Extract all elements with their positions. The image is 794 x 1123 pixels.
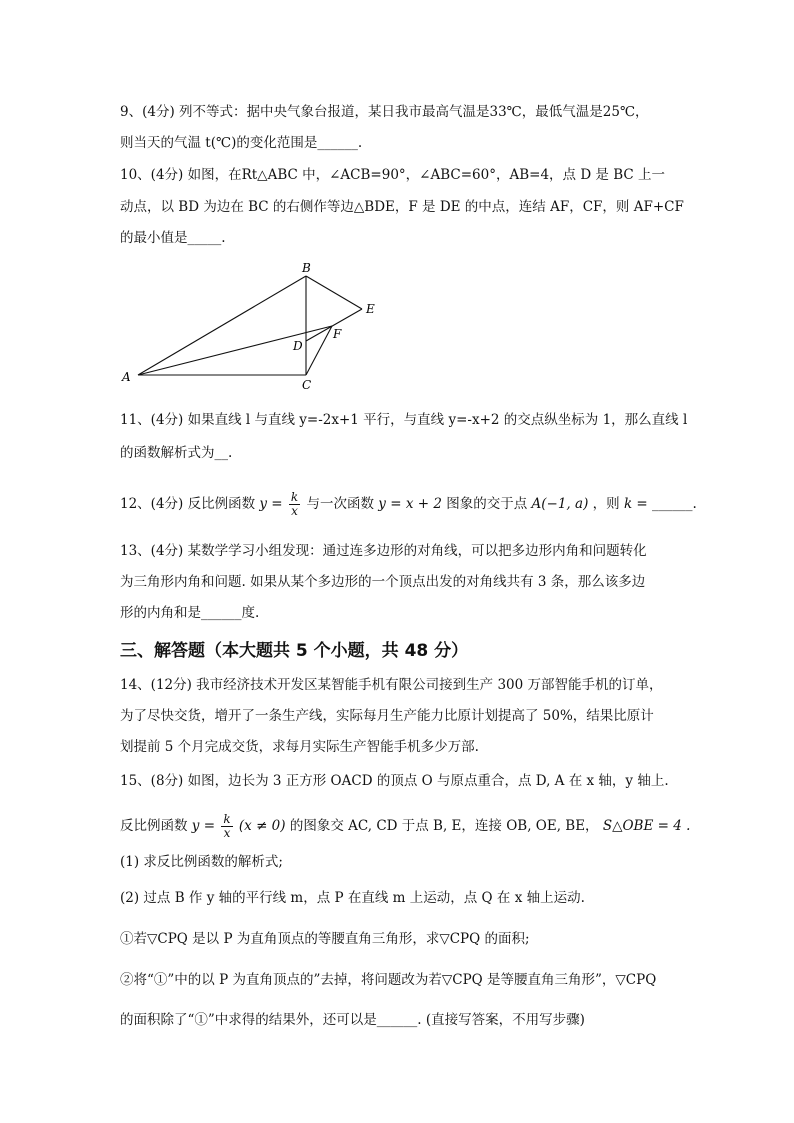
segment-af (138, 326, 332, 375)
q15-numerator: k (223, 812, 231, 826)
q10-figure (115, 258, 385, 393)
q12-mid: 与一次函数 (306, 496, 374, 512)
q15-line2 (120, 813, 690, 840)
q12-point: A(−1, a) (531, 496, 589, 512)
q12-k-eq: k = (623, 496, 648, 512)
q9-line1: 9、(4分) 列不等式：据中央气象台报道，某日我市最高气温是33℃，最低气温是25℃， (120, 104, 649, 120)
label-c: C (302, 378, 312, 392)
q15-part1: (1) 求反比例函数的解析式; (120, 854, 283, 870)
q13-line3: 形的内角和是______度. (120, 605, 260, 621)
q14-line2: 为了尽快交货，增开了一条生产线，实际每月生产能力比原计划提高了 50%，结果比原计 (120, 708, 654, 724)
q10-line3: 的最小值是_____. (120, 230, 226, 246)
q12-fraction (289, 491, 300, 518)
q11-line1: 11、(4分) 如果直线 l 与直线 y=-2x+1 平行，与直线 y=-x+2 的交点纵坐标为 1，那么直线 l (120, 412, 688, 428)
q15-part2: (2) 过点 B 作 y 轴的平行线 m，点 P 在直线 m 上运动，点 Q 在 x 轴上运动. (120, 890, 585, 906)
q13-line2: 为三角形内角和问题. 如果从某个多边形的一个顶点出发的对角线共有 3 条，那么该多边 (120, 574, 646, 590)
segment-ab (138, 276, 306, 375)
q15-line1: 15、(8分) 如图，边长为 3 正方形 OACD 的顶点 O 与原点重合，点 D, A 在 x 轴，y 轴上. (120, 773, 669, 789)
q15-fraction (221, 813, 232, 840)
q12-denominator: x (291, 504, 298, 518)
q12-prefix: 12、(4分) 反比例函数 (120, 496, 256, 512)
label-d: D (293, 339, 303, 353)
q15-area: S△OBE = 4 . (602, 818, 691, 834)
q11-line2: 的函数解析式为__. (120, 445, 233, 461)
segment-be (306, 276, 362, 309)
q10-line1: 10、(4分) 如图，在Rt△ABC 中，∠ACB=90°，∠ABC=60°，AB=4，点 D 是 BC 上一 (120, 167, 666, 183)
q15-sub2-line1: ②将“①”中的以 P 为直角顶点的”去掉，将问题改为若▽CPQ 是等腰直角三角形”，▽CPQ (120, 972, 657, 988)
q9-line2: 则当天的气温 t(℃)的变化范围是______. (120, 135, 363, 151)
q12-blank: ______. (652, 496, 697, 512)
q15-y-eq: y = (191, 818, 216, 834)
q15-line2-prefix: 反比例函数 (120, 818, 188, 834)
label-b: B (302, 261, 311, 275)
q13-line1: 13、(4分) 某数学学习小组发现：通过连多边形的对角线，可以把多边形内角和问题转化 (120, 543, 647, 559)
q15-sub2-line2: 的面积除了“①”中求得的结果外，还可以是______. (直接写答案，不用写步骤) (120, 1012, 585, 1028)
label-e: E (366, 302, 375, 316)
q15-sub1: ①若▽CPQ 是以 P 为直角顶点的等腰直角三角形，求▽CPQ 的面积; (120, 931, 530, 947)
q12-mid2: 图象的交于点 (446, 496, 528, 512)
section-heading: 三、解答题（本大题共 5 个小题，共 48 分） (120, 641, 469, 661)
q15-condition: (x ≠ 0) (238, 818, 286, 834)
q12-numerator: k (290, 490, 299, 504)
q14-line1: 14、(12分) 我市经济技术开发区某智能手机有限公司接到生产 300 万部智能手机的订单， (120, 677, 663, 693)
q15-line2-suffix: 的图象交 AC, CD 于点 B, E，连接 OB, OE, BE， (289, 818, 599, 834)
q12-mid3: ，则 (592, 496, 620, 512)
label-f: F (333, 327, 342, 341)
q12-linear: y = x + 2 (378, 496, 442, 512)
label-a: A (122, 370, 131, 384)
q15-denominator: x (223, 826, 231, 840)
q10-line2: 动点，以 BD 为边在 BC 的右侧作等边△BDE，F 是 DE 的中点，连结 AF，CF，则 AF+CF (120, 199, 684, 215)
q14-line3: 划提前 5 个月完成交货，求每月实际生产智能手机多少万部. (120, 739, 479, 755)
q12-y-eq: y = (259, 496, 283, 512)
q12-line (120, 491, 697, 518)
